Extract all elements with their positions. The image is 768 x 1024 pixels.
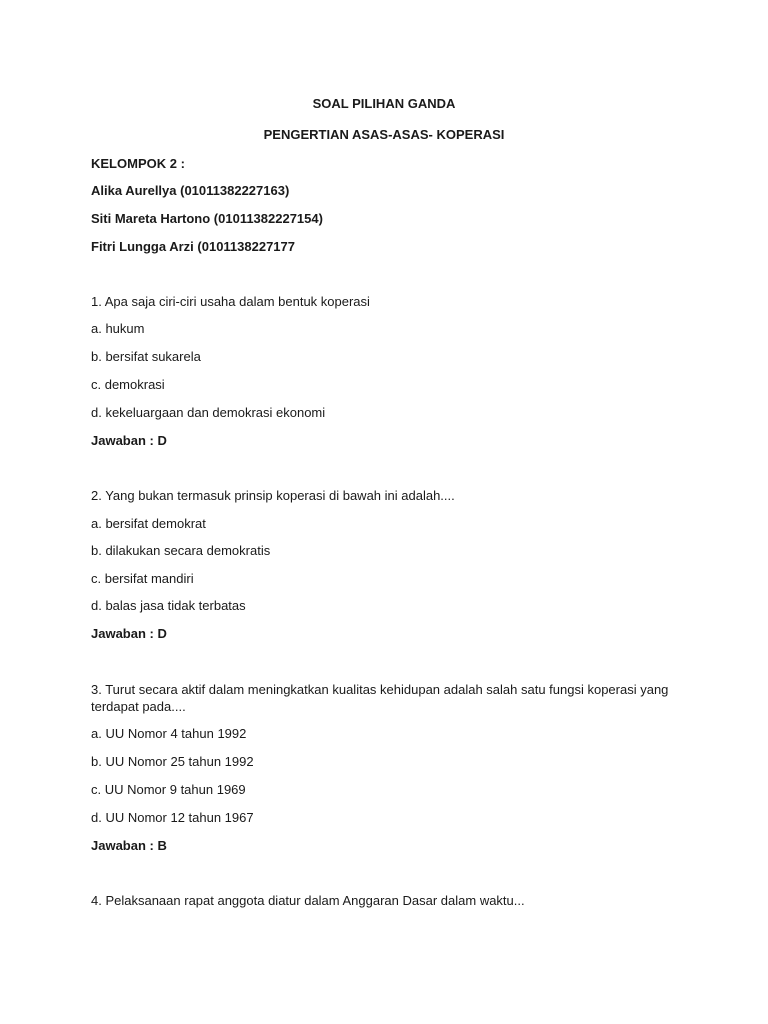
- question-1-option-a: a. hukum: [91, 321, 145, 336]
- document-title: SOAL PILIHAN GANDA: [312, 96, 456, 111]
- question-1-text: 1. Apa saja ciri-ciri usaha dalam bentuk koperasi: [91, 294, 370, 309]
- question-1-option-d: d. kekeluargaan dan demokrasi ekonomi: [91, 405, 326, 420]
- member-3: Fitri Lungga Arzi (0101138227177: [91, 239, 296, 254]
- question-3-option-a: a. UU Nomor 4 tahun 1992: [91, 726, 247, 741]
- member-1: Alika Aurellya (01011382227163): [91, 183, 290, 198]
- question-3-option-c: c. UU Nomor 9 tahun 1969: [91, 782, 246, 797]
- question-2-option-a: a. bersifat demokrat: [91, 516, 206, 531]
- question-2-option-d: d. balas jasa tidak terbatas: [91, 598, 246, 613]
- member-2: Siti Mareta Hartono (01011382227154): [91, 211, 323, 226]
- question-3-option-d: d. UU Nomor 12 tahun 1967: [91, 810, 254, 825]
- question-2-option-b: b. dilakukan secara demokratis: [91, 543, 271, 558]
- question-1-answer: Jawaban : D: [91, 433, 167, 448]
- question-4-text: 4. Pelaksanaan rapat anggota diatur dalam Anggaran Dasar dalam waktu...: [91, 893, 525, 908]
- question-2-option-c: c. bersifat mandiri: [91, 571, 194, 586]
- question-1-option-b: b. bersifat sukarela: [91, 349, 201, 364]
- question-2-text: 2. Yang bukan termasuk prinsip koperasi di bawah ini adalah....: [91, 488, 455, 503]
- question-3-answer: Jawaban : B: [91, 838, 167, 853]
- question-2-answer: Jawaban : D: [91, 626, 167, 641]
- question-1-option-c: c. demokrasi: [91, 377, 165, 392]
- document-subtitle: PENGERTIAN ASAS-ASAS- KOPERASI: [263, 127, 505, 142]
- group-label: KELOMPOK 2 :: [91, 156, 185, 171]
- question-3-text: 3. Turut secara aktif dalam meningkatkan kualitas kehidupan adalah salah satu fungsi koperasi yang terdapat pada....: [91, 682, 669, 714]
- question-3-option-b: b. UU Nomor 25 tahun 1992: [91, 754, 254, 769]
